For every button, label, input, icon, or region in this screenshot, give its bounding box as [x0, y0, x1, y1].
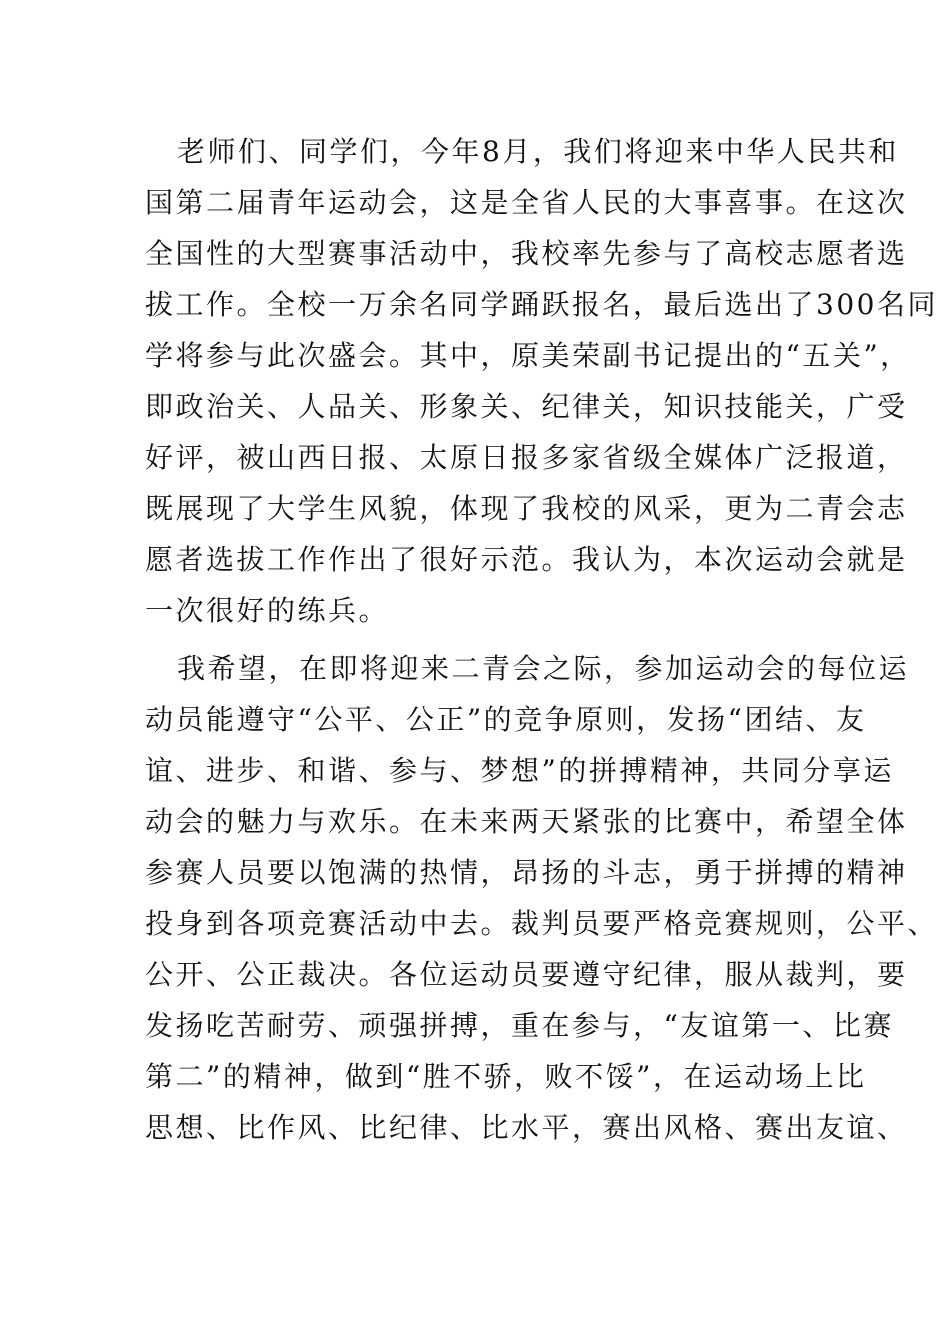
paragraph-1 [145, 126, 938, 636]
body-text [145, 126, 939, 1153]
text-line: 动员能遵守“公平、公正”的竞争原则，发扬“团结、友 [145, 703, 867, 736]
text-line: 参赛人员要以饱满的热情，昂扬的斗志，勇于拼搏的精神 [145, 856, 908, 889]
paragraph-2 [145, 643, 939, 1153]
text-line: 国第二届青年运动会，这是全省人民的大事喜事。在这次 [145, 186, 908, 219]
text-line: 发扬吃苦耐劳、顽强拼搏，重在参与，“友谊第一、比赛 [145, 1009, 894, 1042]
text-line: 投身到各项竞赛活动中去。裁判员要严格竞赛规则，公平、 [145, 907, 939, 940]
text-line: 全国性的大型赛事活动中，我校率先参与了高校志愿者选 [145, 237, 908, 270]
text-line: 一次很好的练兵。 [145, 594, 390, 627]
text-line: 公开、公正裁决。各位运动员要遵守纪律，服从裁判，要 [145, 958, 908, 991]
text-line: 学将参与此次盛会。其中，原美荣副书记提出的“五关”， [145, 339, 911, 372]
text-line: 动会的魅力与欢乐。在未来两天紧张的比赛中，希望全体 [145, 805, 908, 838]
text-line: 即政治关、人品关、形象关、纪律关，知识技能关，广受 [145, 390, 908, 423]
text-line: 愿者选拔工作作出了很好示范。我认为，本次运动会就是 [145, 543, 908, 576]
text-line: 我希望，在即将迎来二青会之际，参加运动会的每位运 [177, 652, 910, 685]
text-line: 既展现了大学生风貌，体现了我校的风采，更为二青会志 [145, 492, 908, 525]
text-line: 好评，被山西日报、太原日报多家省级全媒体广泛报道， [145, 441, 908, 474]
paragraph-spacer [145, 636, 805, 643]
text-line: 拔工作。全校一万余名同学踊跃报名，最后选出了300名同 [145, 288, 938, 321]
text-line: 第二”的精神，做到“胜不骄，败不馁”，在运动场上比 [145, 1060, 867, 1093]
text-line: 谊、进步、和谐、参与、梦想”的拼搏精神，共同分享运 [145, 754, 894, 787]
text-line: 思想、比作风、比纪律、比水平，赛出风格、赛出友谊、 [145, 1111, 908, 1144]
text-line: 老师们、同学们，今年8月，我们将迎来中华人民共和 [177, 135, 899, 168]
